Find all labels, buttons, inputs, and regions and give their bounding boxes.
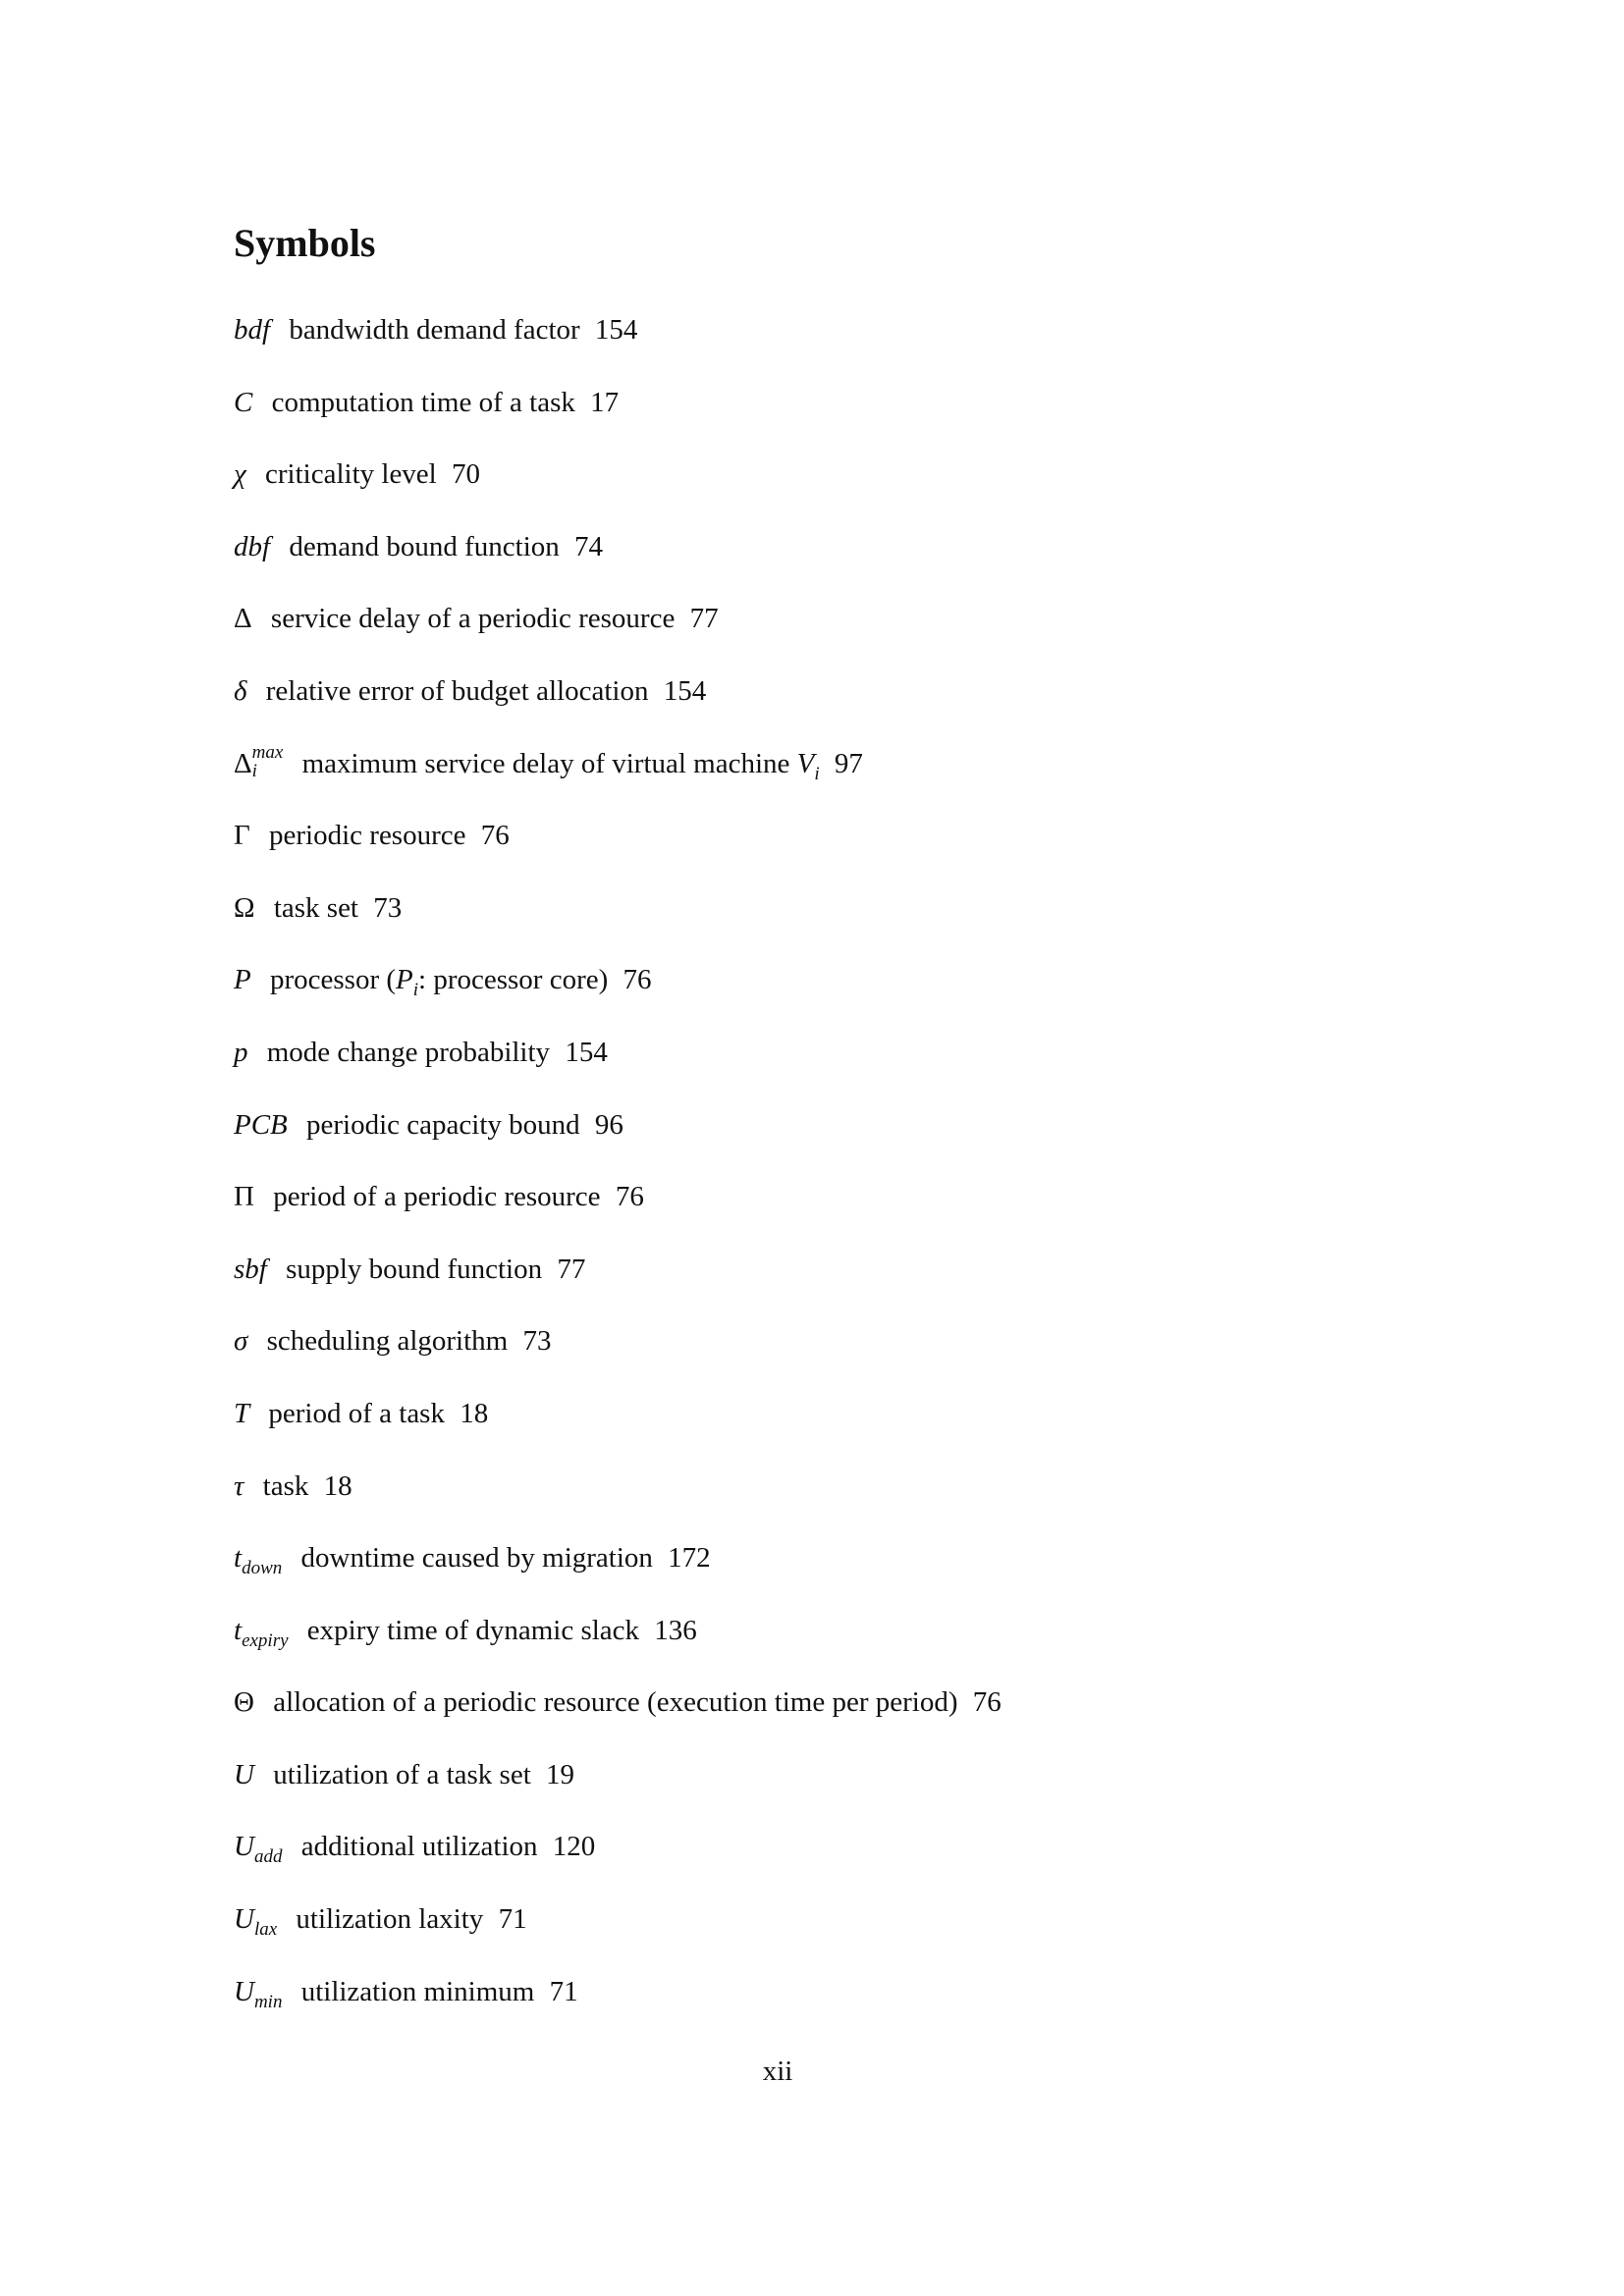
page-reference: 136: [654, 1614, 697, 1646]
page-reference: 76: [623, 964, 652, 996]
symbol-entry-delta-max: [234, 741, 1001, 817]
symbol-subscript: i: [251, 760, 257, 781]
symbol-entry-small-delta: [234, 671, 1001, 744]
symbol: P: [234, 964, 251, 996]
page-reference: 19: [546, 1758, 574, 1790]
page-reference: 18: [460, 1397, 489, 1429]
symbol-description: expiry time of dynamic slack: [306, 1614, 640, 1646]
symbol: χ: [234, 458, 246, 491]
symbol-entry-theta: [234, 1682, 1001, 1755]
symbol-entry-p-probability: [234, 1033, 1001, 1105]
symbol-entry-u-add: [234, 1827, 1001, 1899]
symbol: δ: [234, 674, 247, 707]
symbol-description: periodic resource: [269, 820, 466, 852]
symbol-description: utilization minimum: [300, 1975, 535, 2007]
symbol-description: utilization of a task set: [273, 1758, 531, 1790]
page-reference: 154: [594, 314, 638, 346]
page-reference: 18: [323, 1469, 352, 1502]
symbol: C: [234, 386, 253, 418]
symbol-entry-dbf: [234, 527, 1001, 600]
description-variable: $V_i$: [796, 747, 820, 784]
page-reference: 172: [668, 1542, 711, 1575]
page-reference: 71: [549, 1975, 578, 2007]
symbol-entry-u-min: [234, 1972, 1001, 2045]
symbol-description: relative error of budget allocation: [265, 674, 649, 707]
symbol-description: downtime caused by migration: [300, 1542, 653, 1575]
symbol: Θ: [234, 1686, 254, 1719]
symbol: [234, 741, 284, 781]
page-number: xii: [762, 2056, 793, 2087]
page-reference: 76: [615, 1181, 644, 1213]
page-reference: 77: [557, 1253, 586, 1285]
symbol-superscript: max: [251, 741, 284, 763]
symbol: $U_{add}$: [234, 1831, 283, 1868]
page-reference: 77: [689, 603, 719, 635]
symbol: Ω: [234, 891, 255, 924]
symbol: Γ: [234, 820, 250, 852]
symbol-entry-t-expiry: [234, 1611, 1001, 1683]
symbol-description: mode change probability: [266, 1036, 551, 1068]
symbol-entry-c: [234, 383, 1001, 455]
symbol-entry-bdf: [234, 310, 1001, 383]
page-title: Symbols: [234, 221, 376, 265]
symbol: $t_{expiry}$: [234, 1614, 289, 1651]
symbol: Δ: [234, 603, 252, 635]
symbol: PCB: [234, 1108, 288, 1141]
symbol-description: bandwidth demand factor: [289, 314, 580, 346]
symbol: $U_{lax}$: [234, 1903, 278, 1940]
page-reference: 74: [574, 530, 604, 562]
symbol-base: Δ: [234, 747, 252, 779]
symbol-entry-t-period: [234, 1394, 1001, 1467]
symbol-entry-pi: [234, 1177, 1001, 1250]
symbol-description: task: [262, 1469, 309, 1502]
symbol-entry-u-lax: [234, 1899, 1001, 1972]
symbol-description: additional utilization: [300, 1831, 538, 1863]
symbol-entry-pcb: [234, 1105, 1001, 1178]
symbol-description: service delay of a periodic resource: [270, 603, 676, 635]
page-reference: 71: [498, 1903, 527, 1936]
symbol-entry-omega: [234, 888, 1001, 961]
page-reference: 96: [594, 1108, 623, 1141]
symbol-description: processor ($P_i$: processor core): [269, 964, 609, 1001]
symbol-description: supply bound function: [286, 1253, 543, 1285]
symbol-list: [234, 310, 1001, 2044]
symbol-description: computation time of a task: [271, 386, 575, 418]
symbol-description: periodic capacity bound: [306, 1108, 580, 1141]
symbol: bdf: [234, 314, 271, 346]
symbol-entry-tau: [234, 1467, 1001, 1539]
symbol-entry-delta: [234, 599, 1001, 671]
symbol-description: period of a task: [268, 1397, 445, 1429]
page-reference: 120: [552, 1831, 596, 1863]
symbol-description: allocation of a periodic resource (execution time per period): [273, 1686, 958, 1719]
symbol: Π: [234, 1181, 254, 1213]
symbol: σ: [234, 1325, 248, 1358]
page-reference: 70: [452, 458, 480, 491]
symbol-entry-u: [234, 1755, 1001, 1828]
symbol-entry-sigma: [234, 1321, 1001, 1394]
page-reference: 76: [972, 1686, 1001, 1719]
symbol: T: [234, 1397, 250, 1429]
symbol: $U_{min}$: [234, 1975, 283, 2012]
symbol: p: [234, 1036, 248, 1068]
page-reference: 76: [480, 820, 510, 852]
symbol-entry-t-down: [234, 1538, 1001, 1611]
page-reference: 73: [373, 891, 403, 924]
symbol-description: scheduling algorithm: [266, 1325, 509, 1358]
symbol-description: period of a periodic resource: [273, 1181, 601, 1213]
page-reference: 17: [590, 386, 620, 418]
page-reference: 73: [522, 1325, 552, 1358]
symbol: U: [234, 1758, 254, 1790]
symbol-description: maximum service delay of virtual machine: [301, 747, 790, 779]
symbol-description: demand bound function: [289, 530, 560, 562]
symbol: sbf: [234, 1253, 267, 1285]
page-reference: 154: [565, 1036, 608, 1068]
symbol: $t_{down}$: [234, 1542, 283, 1578]
symbol-description: utilization laxity: [296, 1903, 484, 1936]
page-reference: 154: [663, 674, 707, 707]
symbol: dbf: [234, 530, 271, 562]
symbol-entry-p-processor: [234, 960, 1001, 1033]
symbol-description: task set: [273, 891, 358, 924]
symbol-entry-sbf: [234, 1250, 1001, 1322]
symbol-description: criticality level: [265, 458, 437, 491]
symbol-entry-gamma: [234, 816, 1001, 888]
symbol: τ: [234, 1469, 244, 1502]
page-reference: 97: [834, 747, 863, 779]
symbol-entry-chi: [234, 454, 1001, 527]
